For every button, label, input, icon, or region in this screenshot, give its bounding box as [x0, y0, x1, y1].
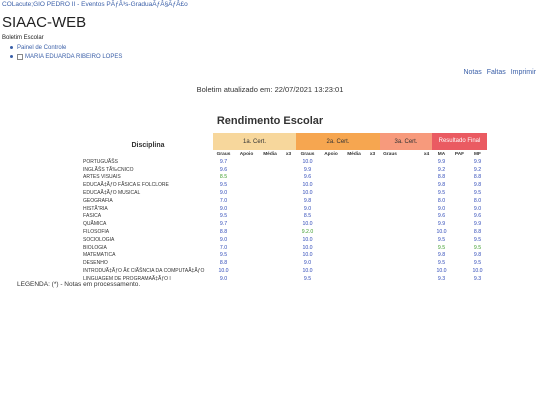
cert2-apoio — [319, 158, 343, 166]
cert2-x3 — [365, 267, 380, 275]
cert3-graus — [380, 244, 400, 252]
final-paf — [451, 244, 468, 252]
cert1-x3 — [281, 181, 296, 189]
cert1-graus: 9.0 — [219, 236, 228, 243]
sub-paf: PAF — [454, 151, 465, 157]
subject-name: QUÃMICA — [83, 221, 107, 228]
cert3-empty — [400, 236, 421, 244]
cert2-x3 — [365, 181, 380, 189]
cert1-graus: 9.6 — [219, 166, 228, 173]
final-paf — [451, 259, 468, 267]
cert2-media — [343, 197, 365, 205]
cert1-graus: 7.0 — [219, 244, 228, 251]
cert1-media — [259, 236, 281, 244]
final-mf: 9.8 — [473, 182, 482, 189]
col-cert2: 2a. Cert. — [296, 133, 380, 150]
table-row — [83, 181, 487, 189]
table-row — [83, 236, 487, 244]
cert1-x3 — [281, 259, 296, 267]
cert1-apoio — [234, 236, 259, 244]
cert2-media — [343, 244, 365, 252]
cert3-graus — [380, 158, 400, 166]
cert1-x3 — [281, 158, 296, 166]
subject-name: LINGUAGEM DE PROGRAMAÃ‡ÃƒO I — [83, 275, 171, 282]
cert2-graus: 10.0 — [302, 236, 313, 243]
table-row — [83, 220, 487, 228]
cert2-x3 — [365, 174, 380, 182]
cert2-media — [343, 259, 365, 267]
final-paf — [451, 174, 468, 182]
final-ma: 9.5 — [437, 244, 446, 251]
final-mf: 9.6 — [473, 213, 482, 220]
final-paf — [451, 197, 468, 205]
cert1-x3 — [281, 252, 296, 260]
cert1-graus: 8.8 — [219, 229, 228, 236]
app-title: SIAAC-WEB — [2, 14, 87, 31]
cert3-empty — [400, 228, 421, 236]
cert2-graus: 10.0 — [302, 182, 313, 189]
cert2-graus: 10.0 — [302, 252, 313, 259]
table-row — [83, 197, 487, 205]
subject-name: INTRODUÃ‡ÃƒO Ã€ CIÃŠNCIA DA COMPUTAÃ‡ÃƒO — [83, 268, 205, 275]
cert1-x3 — [281, 228, 296, 236]
sub-apoio: Apoio — [324, 151, 338, 157]
cert3-graus — [380, 181, 400, 189]
cert1-graus: 7.0 — [219, 197, 228, 204]
cert1-graus: 8.8 — [219, 260, 228, 267]
final-paf — [451, 181, 468, 189]
col-disciplina: Disciplina — [131, 142, 165, 149]
cert1-apoio — [234, 174, 259, 182]
sub-apoio: Apoio — [239, 151, 254, 157]
cert2-media — [343, 275, 365, 283]
cert3-graus — [380, 213, 400, 221]
faltas-link[interactable]: Faltas — [486, 69, 506, 76]
imprimir-link[interactable]: Imprimir — [510, 69, 536, 76]
cert3-empty — [400, 189, 421, 197]
subject-name: DESENHO — [83, 260, 108, 267]
nav-control-panel-label[interactable]: Painel de Controle — [17, 44, 67, 51]
cert1-graus: 8.5 — [219, 174, 228, 181]
section-title: Boletim Escolar — [2, 35, 44, 41]
final-mf: 8.8 — [473, 229, 482, 236]
sub-graus: Graus — [300, 151, 315, 157]
cert3-x4 — [421, 213, 432, 221]
cert2-media — [343, 228, 365, 236]
cert2-media — [343, 267, 365, 275]
legend: LEGENDA: (*) - Notas em processamento. — [17, 281, 141, 288]
cert2-x3 — [365, 228, 380, 236]
cert2-x3 — [365, 189, 380, 197]
final-ma: 9.9 — [437, 221, 446, 228]
subject-name: BIOLOGIA — [83, 244, 107, 251]
bullet-icon — [10, 46, 13, 49]
nav-student-label[interactable]: MARIA EDUARDA RIBEIRO LOPES — [25, 53, 123, 60]
cert2-apoio — [319, 166, 343, 174]
final-paf — [451, 213, 468, 221]
sub-mf: MF — [474, 151, 481, 157]
final-mf: 9.3 — [473, 275, 482, 282]
cert1-media — [259, 252, 281, 260]
cert3-empty — [400, 213, 421, 221]
cert1-graus: 9.5 — [219, 182, 228, 189]
cert1-graus: 9.7 — [219, 158, 228, 165]
cert1-media — [259, 205, 281, 213]
notas-link[interactable]: Notas — [463, 69, 482, 76]
cert2-graus: 9.2.0 — [301, 229, 314, 236]
final-mf: 9.0 — [473, 205, 482, 212]
cert2-media — [343, 181, 365, 189]
cert2-apoio — [319, 174, 343, 182]
cert1-apoio — [234, 158, 259, 166]
table-row — [83, 166, 487, 174]
table-row — [83, 267, 487, 275]
sub-media: Média — [347, 151, 361, 157]
cert1-apoio — [234, 166, 259, 174]
cert3-x4 — [421, 275, 432, 283]
cert2-apoio — [319, 244, 343, 252]
cert2-apoio — [319, 275, 343, 283]
subject-name: ARTES VISUAIS — [83, 174, 121, 181]
cert2-media — [343, 166, 365, 174]
cert2-apoio — [319, 197, 343, 205]
final-ma: 9.6 — [437, 213, 446, 220]
subject-name: PORTUGUÃŠS — [83, 158, 118, 165]
subject-name: MATEMÃTICA — [83, 252, 116, 259]
cert3-x4 — [421, 181, 432, 189]
final-paf — [451, 220, 468, 228]
cert2-x3 — [365, 244, 380, 252]
cert2-apoio — [319, 259, 343, 267]
cert2-graus: 9.0 — [303, 260, 312, 267]
cert1-graus: 9.5 — [219, 252, 228, 259]
cert3-x4 — [421, 174, 432, 182]
final-paf — [451, 228, 468, 236]
final-mf: 9.8 — [473, 252, 482, 259]
cert2-apoio — [319, 220, 343, 228]
final-ma: 9.5 — [437, 190, 446, 197]
final-ma: 9.0 — [437, 205, 446, 212]
cert1-graus: 9.0 — [219, 275, 228, 282]
student-checkbox[interactable] — [17, 54, 23, 60]
cert1-apoio — [234, 259, 259, 267]
cert3-empty — [400, 181, 421, 189]
cert1-media — [259, 259, 281, 267]
bullet-icon — [10, 55, 13, 58]
cert3-empty — [400, 174, 421, 182]
cert3-x4 — [421, 259, 432, 267]
subject-name: EDUCAÃ‡ÃƒO MUSICAL — [83, 190, 141, 197]
col-cert3: 3a. Cert. — [380, 133, 432, 150]
cert2-media — [343, 189, 365, 197]
final-ma: 9.5 — [437, 236, 446, 243]
cert2-media — [343, 252, 365, 260]
cert1-media — [259, 158, 281, 166]
report-links — [460, 69, 536, 76]
table-row — [83, 252, 487, 260]
final-mf: 9.5 — [473, 236, 482, 243]
cert1-apoio — [234, 205, 259, 213]
cert3-empty — [400, 252, 421, 260]
final-mf: 9.5 — [473, 260, 482, 267]
cert3-empty — [400, 220, 421, 228]
table-row — [83, 189, 487, 197]
cert2-media — [343, 158, 365, 166]
final-mf: 9.5 — [473, 244, 482, 251]
final-mf: 10.0 — [472, 268, 483, 275]
cert2-x3 — [365, 166, 380, 174]
cert3-graus — [380, 267, 400, 275]
final-paf — [451, 267, 468, 275]
cert3-graus — [380, 259, 400, 267]
cert3-empty — [400, 267, 421, 275]
nav-item-control-panel[interactable] — [10, 43, 122, 52]
final-paf — [451, 158, 468, 166]
cert3-x4 — [421, 228, 432, 236]
table-row — [83, 228, 487, 236]
cert1-apoio — [234, 181, 259, 189]
cert3-x4 — [421, 158, 432, 166]
cert2-graus: 10.0 — [302, 244, 313, 251]
cert2-apoio — [319, 213, 343, 221]
final-paf — [451, 275, 468, 283]
final-ma: 10.0 — [436, 268, 447, 275]
final-mf: 9.2 — [473, 166, 482, 173]
cert2-graus: 9.6 — [303, 174, 312, 181]
table-row — [83, 205, 487, 213]
cert1-graus: 9.7 — [219, 221, 228, 228]
cert1-x3 — [281, 244, 296, 252]
final-paf — [451, 189, 468, 197]
subject-name: EDUCAÃ‡ÃƒO FÃSICA E FOLCLORE — [83, 182, 169, 189]
subject-name: SOCIOLOGIA — [83, 236, 115, 243]
col-cert1: 1a. Cert. — [213, 133, 296, 150]
subject-name: FILOSOFIA — [83, 229, 110, 236]
nav-item-student[interactable] — [10, 52, 122, 61]
cert3-x4 — [421, 244, 432, 252]
cert1-media — [259, 275, 281, 283]
cert1-apoio — [234, 252, 259, 260]
cert3-graus — [380, 174, 400, 182]
cert2-graus: 9.9 — [303, 166, 312, 173]
cert1-media — [259, 197, 281, 205]
cert3-graus — [380, 220, 400, 228]
cert2-graus: 9.5 — [303, 275, 312, 282]
grades-table — [83, 133, 487, 283]
cert2-x3 — [365, 205, 380, 213]
col-final: Resultado Final — [432, 133, 487, 150]
cert2-graus: 9.8 — [303, 197, 312, 204]
sub-x4: x4 — [423, 151, 430, 157]
cert1-media — [259, 174, 281, 182]
cert1-x3 — [281, 174, 296, 182]
cert2-x3 — [365, 259, 380, 267]
subject-name: INGLÃŠS TÃ‰CNICO — [83, 166, 134, 173]
cert2-x3 — [365, 236, 380, 244]
cert3-graus — [380, 189, 400, 197]
cert3-empty — [400, 205, 421, 213]
sub-media: Média — [263, 151, 277, 157]
final-ma: 9.8 — [437, 182, 446, 189]
sub-x3: x3 — [369, 151, 376, 157]
cert3-graus — [380, 236, 400, 244]
cert3-x4 — [421, 189, 432, 197]
final-ma: 9.3 — [437, 275, 446, 282]
table-row — [83, 213, 487, 221]
cert2-apoio — [319, 189, 343, 197]
cert2-apoio — [319, 267, 343, 275]
final-ma: 10.0 — [436, 229, 447, 236]
cert2-media — [343, 213, 365, 221]
final-ma: 8.0 — [437, 197, 446, 204]
final-mf: 9.5 — [473, 190, 482, 197]
cert2-apoio — [319, 205, 343, 213]
final-paf — [451, 252, 468, 260]
cert1-x3 — [281, 220, 296, 228]
updated-timestamp: Boletim atualizado em: 22/07/2021 13:23:01 — [196, 85, 344, 94]
cert2-graus: 8.5 — [303, 213, 312, 220]
cert3-x4 — [421, 267, 432, 275]
cert3-graus — [380, 228, 400, 236]
report-title: Rendimento Escolar — [216, 115, 324, 127]
final-ma: 9.9 — [437, 158, 446, 165]
cert3-graus — [380, 205, 400, 213]
cert2-x3 — [365, 252, 380, 260]
cert2-media — [343, 220, 365, 228]
cert1-media — [259, 166, 281, 174]
cert2-x3 — [365, 275, 380, 283]
cert2-x3 — [365, 197, 380, 205]
cert2-apoio — [319, 252, 343, 260]
cert3-empty — [400, 197, 421, 205]
cert1-x3 — [281, 213, 296, 221]
breadcrumb[interactable]: COLacute;GIO PEDRO II - Eventos PÃƒÂ³s-GraduaÃƒÂ§ÃƒÂ£o — [2, 1, 188, 8]
cert1-x3 — [281, 189, 296, 197]
sub-ma: MA — [437, 151, 446, 157]
cert1-apoio — [234, 213, 259, 221]
cert1-x3 — [281, 267, 296, 275]
cert2-apoio — [319, 228, 343, 236]
cert3-graus — [380, 275, 400, 283]
cert1-x3 — [281, 205, 296, 213]
grades-body — [83, 158, 487, 283]
cert2-graus: 9.0 — [303, 205, 312, 212]
cert1-media — [259, 244, 281, 252]
cert1-apoio — [234, 220, 259, 228]
final-ma: 8.8 — [437, 174, 446, 181]
cert3-graus — [380, 252, 400, 260]
cert1-media — [259, 228, 281, 236]
cert1-x3 — [281, 236, 296, 244]
cert1-apoio — [234, 197, 259, 205]
cert2-x3 — [365, 220, 380, 228]
final-paf — [451, 205, 468, 213]
final-ma: 9.2 — [437, 166, 446, 173]
cert2-graus: 10.0 — [302, 158, 313, 165]
final-mf: 9.9 — [473, 221, 482, 228]
cert1-apoio — [234, 267, 259, 275]
sub-graus: Graus — [216, 151, 231, 157]
cert2-apoio — [319, 181, 343, 189]
cert3-x4 — [421, 236, 432, 244]
cert1-x3 — [281, 275, 296, 283]
cert2-media — [343, 205, 365, 213]
cert2-apoio — [319, 236, 343, 244]
cert3-empty — [400, 244, 421, 252]
cert3-empty — [400, 275, 421, 283]
final-ma: 9.5 — [437, 260, 446, 267]
subject-name: HISTÃ“RIA — [83, 205, 108, 212]
sub-x3: x3 — [285, 151, 292, 157]
final-paf — [451, 236, 468, 244]
cert1-x3 — [281, 166, 296, 174]
cert2-x3 — [365, 213, 380, 221]
cert1-apoio — [234, 228, 259, 236]
cert1-graus: 9.0 — [219, 205, 228, 212]
cert1-graus: 10.0 — [218, 268, 229, 275]
cert3-x4 — [421, 252, 432, 260]
cert3-x4 — [421, 205, 432, 213]
sub-graus: Graus — [383, 151, 397, 157]
cert1-apoio — [234, 275, 259, 283]
cert3-x4 — [421, 220, 432, 228]
final-mf: 9.9 — [473, 158, 482, 165]
cert3-empty — [400, 158, 421, 166]
nav-list — [10, 43, 122, 61]
cert1-media — [259, 267, 281, 275]
cert2-media — [343, 236, 365, 244]
table-row — [83, 259, 487, 267]
cert1-media — [259, 213, 281, 221]
cert1-graus: 9.5 — [219, 213, 228, 220]
cert2-graus: 10.0 — [302, 221, 313, 228]
cert3-empty — [400, 166, 421, 174]
cert2-graus: 10.0 — [302, 268, 313, 275]
final-mf: 8.8 — [473, 174, 482, 181]
subject-name: GEOGRAFIA — [83, 197, 113, 204]
cert1-graus: 9.0 — [219, 190, 228, 197]
cert1-media — [259, 181, 281, 189]
cert3-x4 — [421, 166, 432, 174]
cert2-x3 — [365, 158, 380, 166]
cert1-apoio — [234, 244, 259, 252]
cert2-media — [343, 174, 365, 182]
final-mf: 8.0 — [473, 197, 482, 204]
cert1-media — [259, 220, 281, 228]
cert3-graus — [380, 197, 400, 205]
sub-empty — [400, 150, 421, 158]
cert3-empty — [400, 259, 421, 267]
cert1-media — [259, 189, 281, 197]
cert1-x3 — [281, 197, 296, 205]
cert1-apoio — [234, 189, 259, 197]
table-row — [83, 275, 487, 283]
final-paf — [451, 166, 468, 174]
cert3-graus — [380, 166, 400, 174]
table-row — [83, 244, 487, 252]
final-ma: 9.8 — [437, 252, 446, 259]
cert2-graus: 10.0 — [302, 190, 313, 197]
subject-name: FÃSICA — [83, 213, 102, 220]
table-row — [83, 174, 487, 182]
cert3-x4 — [421, 197, 432, 205]
table-row — [83, 158, 487, 166]
